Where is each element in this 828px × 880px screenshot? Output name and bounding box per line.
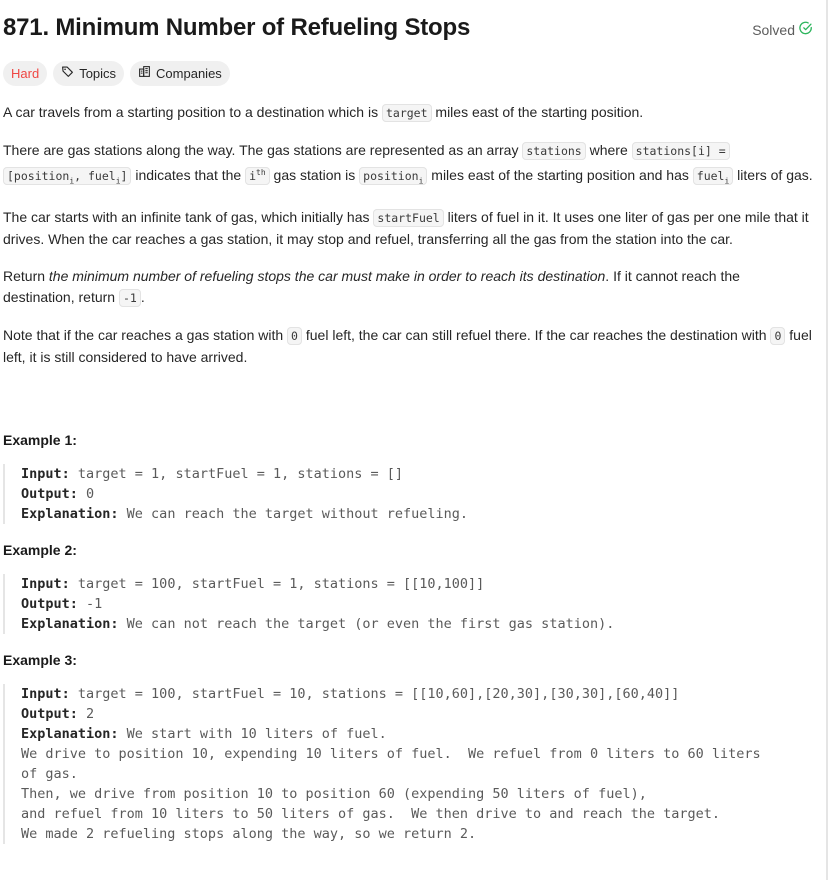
example-block <box>3 684 813 844</box>
code-text: fuel <box>696 168 725 183</box>
code-text: [position <box>7 168 70 183</box>
subscript: i <box>418 176 424 186</box>
text: liters of gas. <box>733 166 813 183</box>
subscript: i <box>724 176 730 186</box>
input-label: Input: <box>21 466 70 482</box>
inline-code: stations[i] = <box>632 142 730 160</box>
difficulty-badge: Hard <box>3 61 47 86</box>
explanation-value: We can reach the target without refueling. <box>118 506 469 522</box>
text: fuel left, it is still considered to have arrived. <box>3 327 812 366</box>
example-block <box>3 574 813 634</box>
paragraph <box>3 325 813 368</box>
inline-code: 0 <box>287 327 302 345</box>
input-value: target = 100, startFuel = 10, stations = [[10,60],[20,30],[30,30],[60,40]] <box>69 686 680 702</box>
text: Note that if the car reaches a gas station with <box>3 327 288 344</box>
explanation-label: Explanation: <box>21 616 119 632</box>
text: miles east of the starting position. <box>431 104 644 120</box>
text: gas station is <box>269 166 360 183</box>
code-text: ] <box>120 168 128 183</box>
explanation-line: Then, we drive from position 10 to position 60 (expending 50 liters of fuel), <box>21 786 647 802</box>
building-icon <box>138 61 151 86</box>
input-label: Input: <box>21 686 70 702</box>
text: indicates that the <box>131 166 246 183</box>
text: . <box>140 289 145 306</box>
subscript: i <box>69 176 75 186</box>
example-explanation <box>21 614 813 634</box>
output-value: 0 <box>77 486 95 502</box>
output-label: Output: <box>21 706 78 722</box>
inline-code: stations <box>522 142 585 160</box>
output-label: Output: <box>21 596 78 612</box>
text: Return <box>3 268 49 285</box>
input-label: Input: <box>21 576 70 592</box>
example-input <box>21 684 813 704</box>
inline-code <box>359 167 427 185</box>
inline-code: 0 <box>770 327 785 345</box>
output-value: 2 <box>77 706 95 722</box>
output-value: -1 <box>77 596 103 612</box>
text: liters of fuel in it. It uses one liter of gas per one mile that it drives. When the car reaches a gas station, it may stop and refuel, transferring all the gas from the station into the car. <box>3 209 809 248</box>
text: A car travels from a starting position to a destination which is <box>3 104 382 120</box>
subscript: i <box>115 176 121 186</box>
inline-code <box>245 167 270 185</box>
topics-button[interactable] <box>53 61 124 86</box>
problem-title[interactable]: 871. Minimum Number of Refueling Stops <box>3 14 471 41</box>
example-title: Example 3: <box>3 652 77 668</box>
paragraph <box>3 140 813 191</box>
code-text: position <box>363 168 419 183</box>
explanation-line: of gas. <box>21 766 78 782</box>
problem-tags <box>3 61 230 86</box>
explanation-label: Explanation: <box>21 726 119 742</box>
paragraph <box>3 266 813 309</box>
explanation-line: and refuel from 10 liters to 50 liters of gas. We then drive to and reach the target. <box>21 806 720 822</box>
inline-code <box>693 167 734 185</box>
companies-button[interactable] <box>130 61 230 86</box>
text: fuel left, the car can still refuel there. If the car reaches the destination with <box>301 327 771 344</box>
code-text: i <box>249 168 257 183</box>
example-input <box>21 464 813 484</box>
example-output <box>21 594 813 614</box>
example-explanation <box>21 724 813 744</box>
check-circle-icon <box>799 21 813 38</box>
text: There are gas stations along the way. The gas stations are represented as an array <box>3 142 523 158</box>
problem-statement <box>3 102 813 384</box>
example-input <box>21 574 813 594</box>
explanation-line: We made 2 refueling stops along the way, so we return 2. <box>21 826 477 842</box>
tag-icon <box>61 61 74 86</box>
explanation-label: Explanation: <box>21 506 119 522</box>
topics-label: Topics <box>79 66 117 81</box>
problem-header <box>3 12 813 50</box>
explanation-value: We start with 10 liters of fuel. <box>118 726 387 742</box>
inline-code: startFuel <box>373 209 443 227</box>
example-explanation <box>21 504 813 524</box>
example-output <box>21 704 813 724</box>
explanation-line: We drive to position 10, expending 10 liters of fuel. We refuel from 0 liters to 60 liters <box>21 746 761 762</box>
superscript: th <box>256 168 266 177</box>
output-label: Output: <box>21 486 78 502</box>
example-title: Example 2: <box>3 542 77 558</box>
paragraph <box>3 207 813 250</box>
example-block <box>3 464 813 524</box>
code-text: , fuel <box>74 168 116 183</box>
input-value: target = 100, startFuel = 1, stations = [[10,100]] <box>69 576 485 592</box>
inline-code <box>3 167 131 185</box>
companies-label: Companies <box>156 66 222 81</box>
inline-code: -1 <box>119 289 141 307</box>
emphasis-text: the minimum number of refueling stops the car must make in order to reach its destination <box>48 268 606 285</box>
inline-code: target <box>382 104 432 122</box>
example-title: Example 1: <box>3 432 77 448</box>
example-output <box>21 484 813 504</box>
text: miles east of the starting position and has <box>427 166 693 183</box>
text: where <box>585 142 632 158</box>
explanation-value: We can not reach the target (or even the first gas station). <box>118 616 615 632</box>
paragraph <box>3 102 813 124</box>
text: . If it cannot reach the destination, return <box>3 268 740 306</box>
solved-label: Solved <box>752 21 795 38</box>
input-value: target = 1, startFuel = 1, stations = [] <box>69 466 404 482</box>
text: The car starts with an infinite tank of gas, which initially has <box>3 209 374 226</box>
examples-section <box>3 430 813 860</box>
solved-status <box>752 21 813 38</box>
